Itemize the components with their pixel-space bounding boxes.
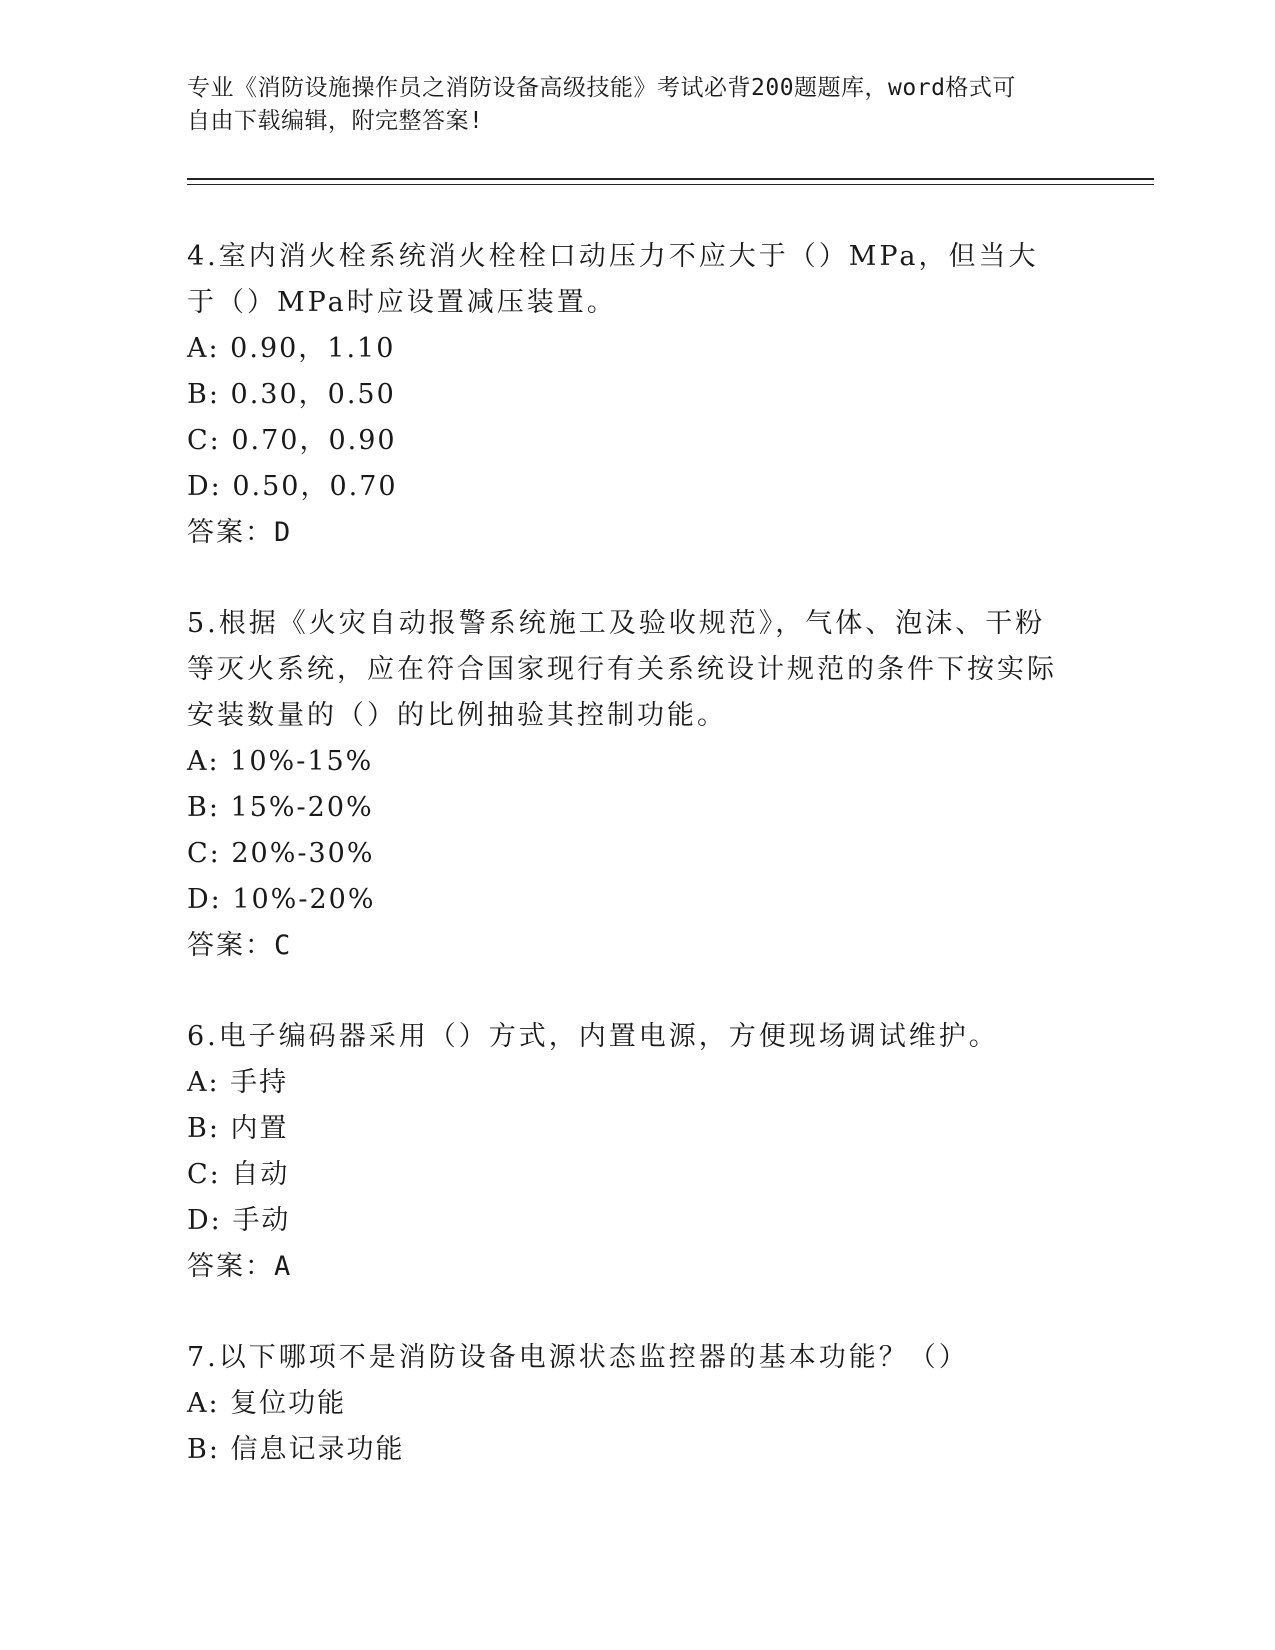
option-c: C: 0.70，0.90	[187, 425, 397, 456]
document-header	[187, 72, 1067, 138]
option-b: B: 信息记录功能	[187, 1434, 405, 1465]
question-list	[187, 234, 1067, 1518]
option-b: B: 15%-20%	[187, 792, 374, 823]
header-line-2: 自由下载编辑，附完整答案!	[187, 108, 484, 134]
answer-line: 答案：A	[187, 1251, 293, 1282]
option-a: A: 0.90，1.10	[187, 333, 396, 364]
option-c: C: 自动	[187, 1159, 290, 1190]
question-stem: 5.根据《火灾自动报警系统施工及验收规范》，气体、泡沫、干粉等灭火系统，应在符合国家现行有关系统设计规范的条件下按实际安装数量的（）的比例抽验其控制功能。	[187, 608, 1057, 731]
option-b: B: 0.30，0.50	[187, 379, 396, 410]
option-d: D: 10%-20%	[187, 884, 376, 915]
header-divider-thick	[187, 178, 1154, 180]
option-d: D: 手动	[187, 1205, 291, 1236]
header-divider-thin	[187, 184, 1154, 185]
option-a: A: 复位功能	[187, 1388, 347, 1419]
question-4	[187, 234, 1067, 556]
option-a: A: 手持	[187, 1067, 289, 1098]
option-b: B: 内置	[187, 1113, 289, 1144]
question-5	[187, 601, 1067, 969]
question-7	[187, 1335, 1067, 1473]
answer-line: 答案：C	[187, 930, 293, 961]
question-6	[187, 1014, 1067, 1290]
option-d: D: 0.50，0.70	[187, 471, 398, 502]
answer-line: 答案：D	[187, 517, 293, 548]
question-stem: 4.室内消火栓系统消火栓栓口动压力不应大于（）MPa，但当大于（）MPa时应设置减压装置。	[187, 241, 1039, 318]
question-stem: 6.电子编码器采用（）方式，内置电源，方便现场调试维护。	[187, 1021, 999, 1052]
option-c: C: 20%-30%	[187, 838, 375, 869]
option-a: A: 10%-15%	[187, 746, 374, 777]
header-line-1: 专业《消防设施操作员之消防设备高级技能》考试必背200题题库，word格式可	[187, 75, 1016, 101]
question-stem: 7.以下哪项不是消防设备电源状态监控器的基本功能？（）	[187, 1342, 969, 1373]
